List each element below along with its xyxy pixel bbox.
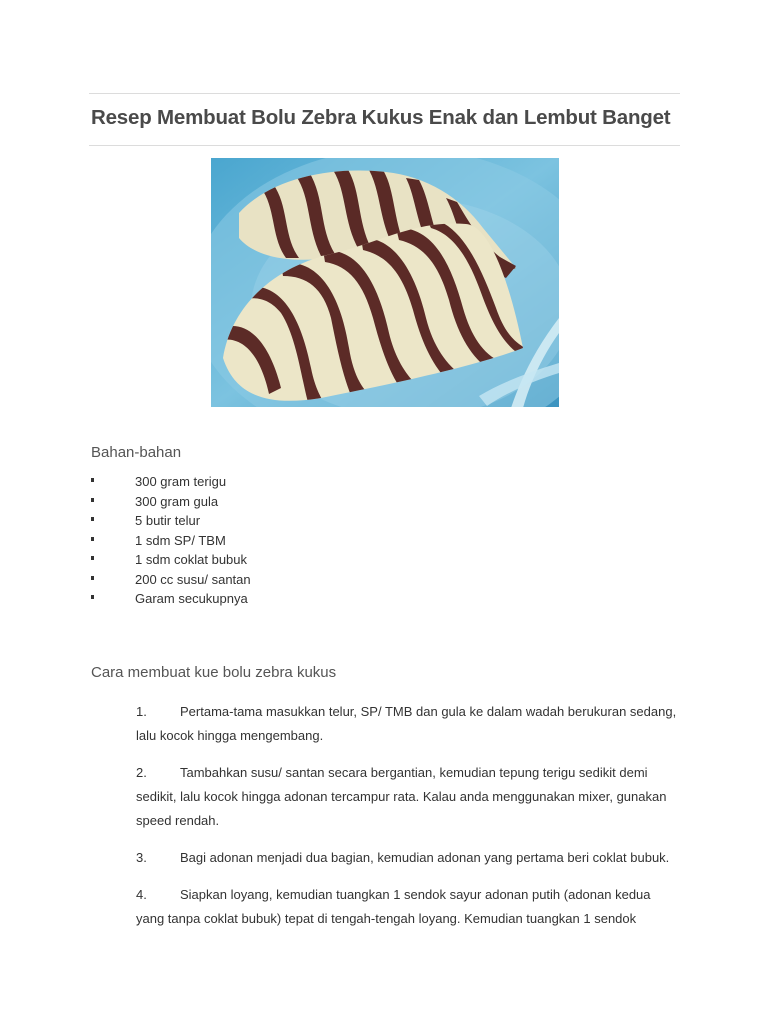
bullet-icon bbox=[91, 478, 94, 482]
zebra-cake-photo bbox=[211, 158, 559, 407]
article-title: Resep Membuat Bolu Zebra Kukus Enak dan Lembut Banget bbox=[91, 106, 671, 129]
step-item bbox=[136, 761, 681, 833]
bullet-icon bbox=[91, 556, 94, 560]
step-number: 1. bbox=[136, 704, 147, 719]
method-heading: Cara membuat kue bolu zebra kukus bbox=[91, 664, 337, 681]
title-divider bbox=[89, 145, 680, 146]
method-steps bbox=[136, 700, 681, 935]
bullet-icon bbox=[91, 595, 94, 599]
step-text: Bagi adonan menjadi dua bagian, kemudian adonan yang pertama beri coklat bubuk. bbox=[180, 850, 670, 865]
step-item bbox=[136, 846, 681, 870]
ingredients-heading: Bahan-bahan bbox=[91, 444, 182, 461]
bullet-icon bbox=[91, 537, 94, 541]
bullet-icon bbox=[91, 517, 94, 521]
bullet-icon bbox=[91, 576, 94, 580]
bullet-icon bbox=[91, 498, 94, 502]
step-text: Tambahkan susu/ santan secara bergantian, kemudian tepung terigu sedikit demi sedikit, lalu kocok hingga adonan tercampur rata. Kalau anda menggunakan mixer, gunakan speed rendah. bbox=[136, 765, 667, 828]
top-divider bbox=[89, 93, 680, 94]
step-text: Siapkan loyang, kemudian tuangkan 1 sendok sayur adonan putih (adonan kedua yang tanpa coklat bubuk) tepat di tengah-tengah loyang. Kemudian tuangkan 1 sendok bbox=[136, 887, 651, 926]
step-text: Pertama-tama masukkan telur, SP/ TMB dan gula ke dalam wadah berukuran sedang, lalu kocok hingga mengembang. bbox=[136, 704, 677, 743]
step-number: 3. bbox=[136, 850, 147, 865]
step-item bbox=[136, 883, 681, 931]
step-item bbox=[136, 700, 681, 748]
step-number: 2. bbox=[136, 765, 147, 780]
step-number: 4. bbox=[136, 887, 147, 902]
